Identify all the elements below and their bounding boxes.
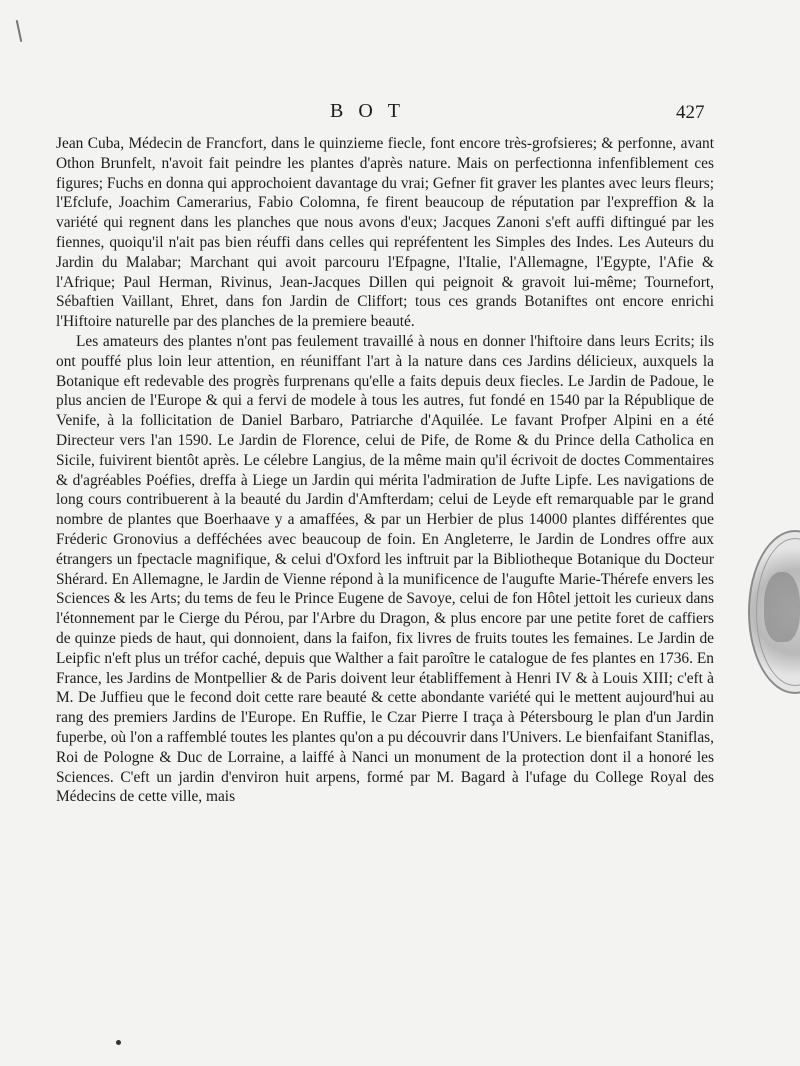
body-text bbox=[56, 134, 714, 807]
paragraph-1: Jean Cuba, Médecin de Francfort, dans le quinzieme fiecle, font encore très-grofsieres; & perfonne, avant Othon Brunfelt, n'avoit fait peindre les plantes d'après nature. Mais on perfectionna infenfiblement ces figures; Fuchs en donna qui approchoient davantage du vrai; Gefner fit graver les plantes avec leurs fleurs; l'Efclufe, Joachim Camerarius, Fabio Colomna, fe firent beaucoup de réputation par l'expreffion & la variété qui regnent dans les planches que nous avons d'eux; Jacques Zanoni s'eft auffi diftingué par les fiennes, quoiqu'il n'ait pas bien réuffi dans celles qui repréfentent les Simples des Indes. Les Auteurs du Jardin du Malabar; Marchant qui avoit parcouru l'Efpagne, l'Italie, l'Allemagne, l'Egypte, l'Afie & l'Afrique; Paul Herman, Rivinus, Jean-Jacques Dillen qui peignoit & gravoit lui-même; Tournefort, Sébaftien Vaillant, Ehret, dans fon Jardin de Cliffort; tous ces grands Botaniftes ont encore enrichi l'Hiftoire naturelle par des planches de la premiere beauté. bbox=[56, 135, 714, 331]
page-header bbox=[0, 100, 800, 130]
ink-dot bbox=[116, 1040, 121, 1045]
stamp-ring bbox=[756, 538, 800, 686]
paragraph-2: Les amateurs des plantes n'ont pas feulement travaillé à nous en donner l'hiftoire dans leurs Ecrits; ils ont pouffé plus loin leur attention, en réuniffant l'art à la nature dans ces Jardins délicieux, auxquels la Botanique eft redevable des progrès furprenans qu'elle a faits depuis deux fiecles. Le Jardin de Padoue, le plus ancien de l'Europe & qui a fervi de modele à tous les autres, fut fondé en 1540 par la République de Venife, à la follicitation de Daniel Barbaro, Patriarche d'Aquilée. Le favant Profper Alpini en a été Directeur vers l'an 1590. Le Jardin de Florence, celui de Pife, de Rome & du Prince della Catholica en Sicile, fuivirent bientôt après. Le célebre Langius, de la même main qu'il écrivoit de doctes Commentaires & d'agréables Poéfies, dreffa à Liege un Jardin qui mérita l'admiration de Jufte Lipfe. Les navigations de long cours contribuerent à la beauté du Jardin d'Amfterdam; celui de Leyde eft remarquable par le grand nombre de plantes que Boerhaave y a amaffées, & par un Herbier de plus 14000 plantes différentes que Fréderic Gronovius a defféchées avec beaucoup de foin. En Angleterre, le Jardin de Londres offre aux étrangers un fpectacle magnifique, & celui d'Oxford les inftruit par la Bibliotheque Botanique du Docteur Shérard. En Allemagne, le Jardin de Vienne répond à la munificence de l'augufte Marie-Thérefe envers les Sciences & les Arts; du tems de feu le Prince Eugene de Savoye, celui de fon Hôtel jettoit les curieux dans l'étonnement par le Cierge du Pérou, par l'Arbre du Dragon, & plus encore par une petite foret de caffiers de quinze pieds de haut, qui donnoient, dans la faifon, fix livres de fruits toutes les femaines. Le Jardin de Leipfic n'eft plus un tréfor caché, depuis que Walther a fait paroître le catalogue de fes plantes en 1736. En France, les Jardins de Montpellier & de Paris doivent leur établiffement à Henri IV & à Louis XIII; c'eft à M. De Juffieu que le fecond doit cette rare beauté & cette abondante variété qui le mettent aujourd'hui au rang des premiers Jardins de l'Europe. En Ruffie, le Czar Pierre I traça à Pétersbourg le plan d'un Jardin fuperbe, où l'on a raffemblé toutes les plantes qu'on a pu découvrir dans l'Univers. Le bienfaifant Staniflas, Roi de Pologne & Duc de Lorraine, a laiffé à Nanci un monument de la protection dont il a honoré les Sciences. C'eft un jardin d'environ huit arpens, formé par M. Bagard à l'ufage du College Royal des Médecins de cette ville, mais bbox=[56, 332, 714, 806]
page-number: 427 bbox=[676, 102, 705, 123]
running-head: BOT bbox=[330, 100, 415, 122]
library-stamp bbox=[748, 530, 800, 694]
margin-mark bbox=[16, 20, 23, 42]
